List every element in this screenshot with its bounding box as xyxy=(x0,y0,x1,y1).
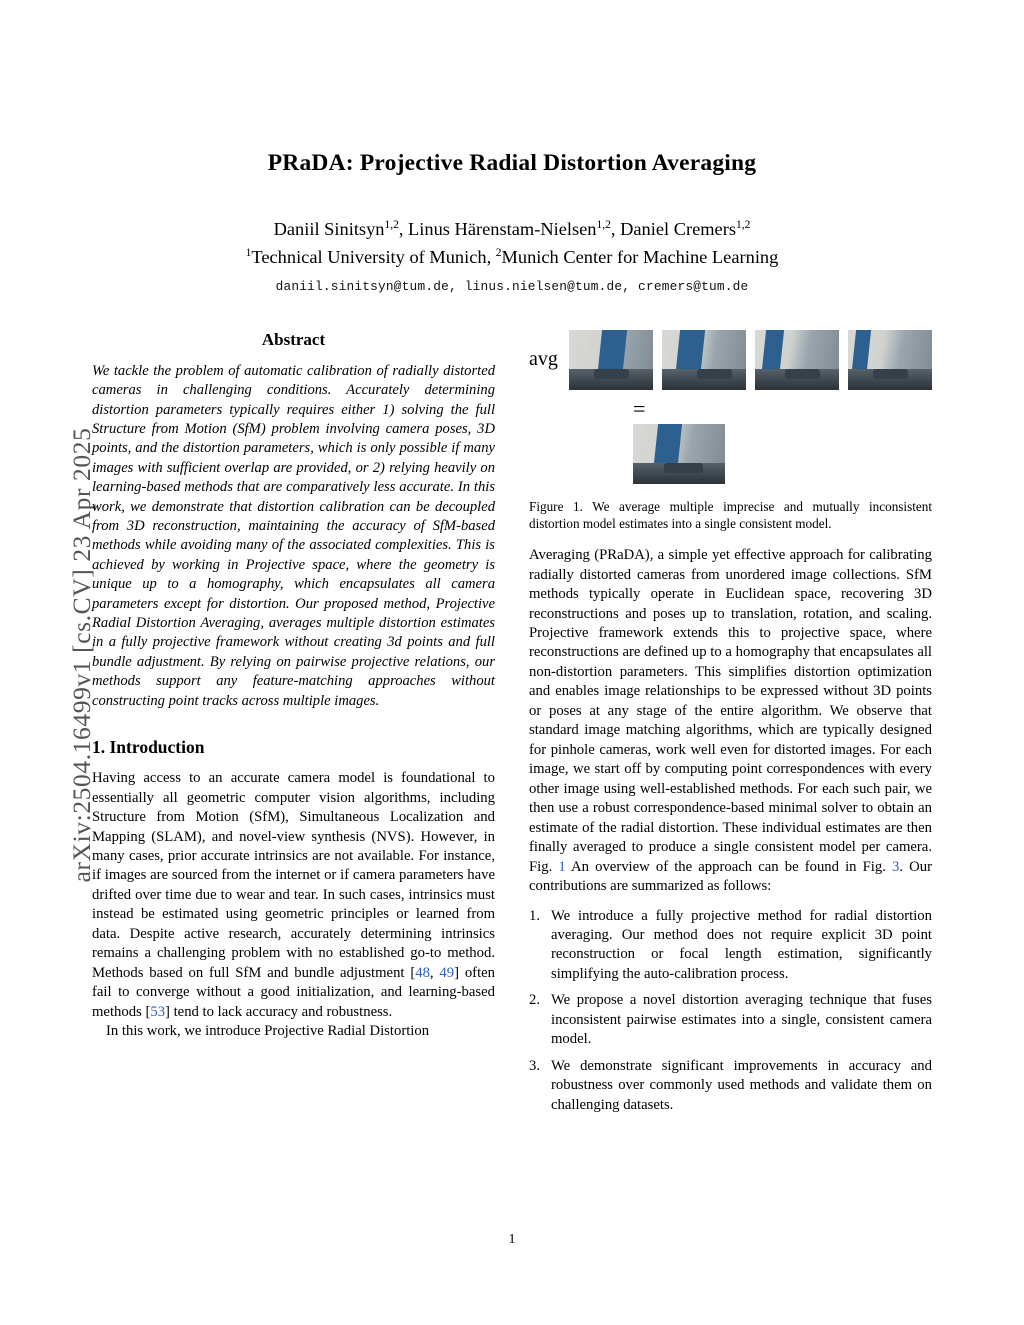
arxiv-stamp: arXiv:2504.16499v1 [cs.CV] 23 Apr 2025 xyxy=(67,427,96,883)
paper-page xyxy=(92,150,932,1122)
contributions-list xyxy=(529,907,932,1116)
list-item xyxy=(529,1057,932,1115)
list-item-text: We demonstrate significant improvements in accuracy and robustness over commonly used methods and validate them on challenging datasets. xyxy=(551,1057,932,1113)
citation-link-53[interactable]: 53 xyxy=(150,1003,166,1020)
list-item-text: We propose a novel distortion averaging technique that fuses inconsistent pairwise estimates into a single, consistent camera model. xyxy=(551,992,932,1048)
abstract-text: We tackle the problem of automatic calibration of radially distorted cameras in challenging conditions. Accurately determining distortion parameters typically requires either 1) solving the full Structure from Motion (SfM) problem involving camera poses, 3D points, and the distortion parameters, which is only possible if many images with sufficient overlap are provided, or 2) relying heavily on learning-based methods that are comparatively less accurate. In this work, we demonstrate that distortion calibration can be decoupled from 3D reconstruction, maintaining the accuracy of SfM-based methods while avoiding many of the associated complexities. This is achieved by working in Projective space, where the geometry is unique up to a homography, which encapsulates all camera parameters except for distortion. Our proposed method, Projective Radial Distortion Averaging, averages multiple distortion estimates in a fully projective framework without creating 3d points and full bundle adjustment. By relying on pairwise projective relations, our methods support any feature-matching approaches without constructing point tracks across multiple images. xyxy=(92,362,495,709)
list-item xyxy=(529,907,932,985)
page-number: 1 xyxy=(508,1232,516,1247)
intro-paragraph-1: Having access to an accurate camera model is foundational to essentially all geometric computer vision algorithms, including Structure from Motion (SfM), Simultaneous Localization and Mapping (SLAM), and novel-view synthesis (NVS). However, in many cases, prior accurate intrinsics are not available. For instance, if images are sourced from the internet or if camera parameters have drifted over time due to wear and tear. In such cases, intrinsics must instead be estimated using geometric principles or learned from data. Despite active research, accurately determining intrinsics remains a challenging problem with no established go-to method. Methods based on full SfM and bundle adjustment [48, 49] often fail to converge without a good initialization, and learning-based methods [53] tend to lack accuracy and robustness. xyxy=(92,770,496,1020)
figure-caption: Figure 1. We average multiple imprecise and mutually inconsistent distortion model estimates into a single consistent model. xyxy=(529,498,932,531)
thumbnail-image-2 xyxy=(662,330,746,390)
figure-ref-3[interactable]: 3 xyxy=(892,858,900,875)
abstract-heading: Abstract xyxy=(261,329,326,349)
figure-equals-sign: = xyxy=(633,395,646,421)
thumbnail-image-4 xyxy=(848,330,932,390)
figure-input-row xyxy=(529,330,932,390)
section-heading-introduction: 1. Introduction xyxy=(92,737,205,758)
list-item-number: 3. xyxy=(529,1057,541,1074)
list-item-number: 2. xyxy=(529,992,541,1009)
intro-paragraph-2: In this work, we introduce Projective Radial Distortion xyxy=(106,1023,430,1040)
citation-link-48[interactable]: 48 xyxy=(415,964,430,981)
affiliation-list: $^1$Technical University of Munich, $^2$Munich Center for Machine Learning xyxy=(245,247,779,268)
list-item xyxy=(529,991,932,1049)
thumbnail-image-1 xyxy=(569,330,653,390)
author-list: Daniil Sinitsyn$^{1,2}$, Linus Härenstam-Nielsen$^{1,2}$, Daniel Cremers$^{1,2}$ xyxy=(273,218,751,239)
thumbnail-image-result xyxy=(633,424,725,484)
figure-ref-1[interactable]: 1 xyxy=(558,858,566,875)
citation-link-49[interactable]: 49 xyxy=(439,964,455,981)
two-column-body xyxy=(92,330,932,1122)
figure-1 xyxy=(529,330,932,532)
page-title: PRaDA: Projective Radial Distortion Averaging xyxy=(267,150,757,176)
author-emails: daniil.sinitsyn@tum.de, linus.nielsen@tum.de, cremers@tum.de xyxy=(275,278,749,294)
right-column xyxy=(529,330,932,1122)
left-column xyxy=(92,330,495,1122)
intro-paragraph-3: Averaging (PRaDA), a simple yet effective approach for calibrating radially distorted cameras from unordered image collections. SfM methods typically operate in Euclidean space, recovering 3D reconstructions and poses up to translation, rotation, and scaling. Projective framework extends this to projective space, where reconstructions are defined up to a homography that encapsulates all non-distortion parameters. This simplifies distortion optimization and enables image relationships to be expressed without 3D points or poses at any stage of the entire algorithm. We observe that standard image matching algorithms, which are typically designed for pinhole cameras, work well even for distorted images. For each image, we start off by computing point correspondences with every other image using well-established methods. For each such pair, we then use a robust correspondence-based minimal solver to obtain an estimate of the radial distortion. These individual estimates are then finally averaged to produce a single consistent model per camera. Fig. 1 An overview of the approach can be found in Fig. 3. Our contributions are summarized as follows: xyxy=(529,547,933,895)
list-item-text: We introduce a fully projective method for radial distortion averaging. Our method does not require explicit 3D point reconstruction or focal length estimation, significantly simplifying the auto-calibration process. xyxy=(551,907,932,982)
list-item-number: 1. xyxy=(529,907,541,924)
avg-label: avg xyxy=(529,348,558,371)
thumbnail-image-3 xyxy=(755,330,839,390)
